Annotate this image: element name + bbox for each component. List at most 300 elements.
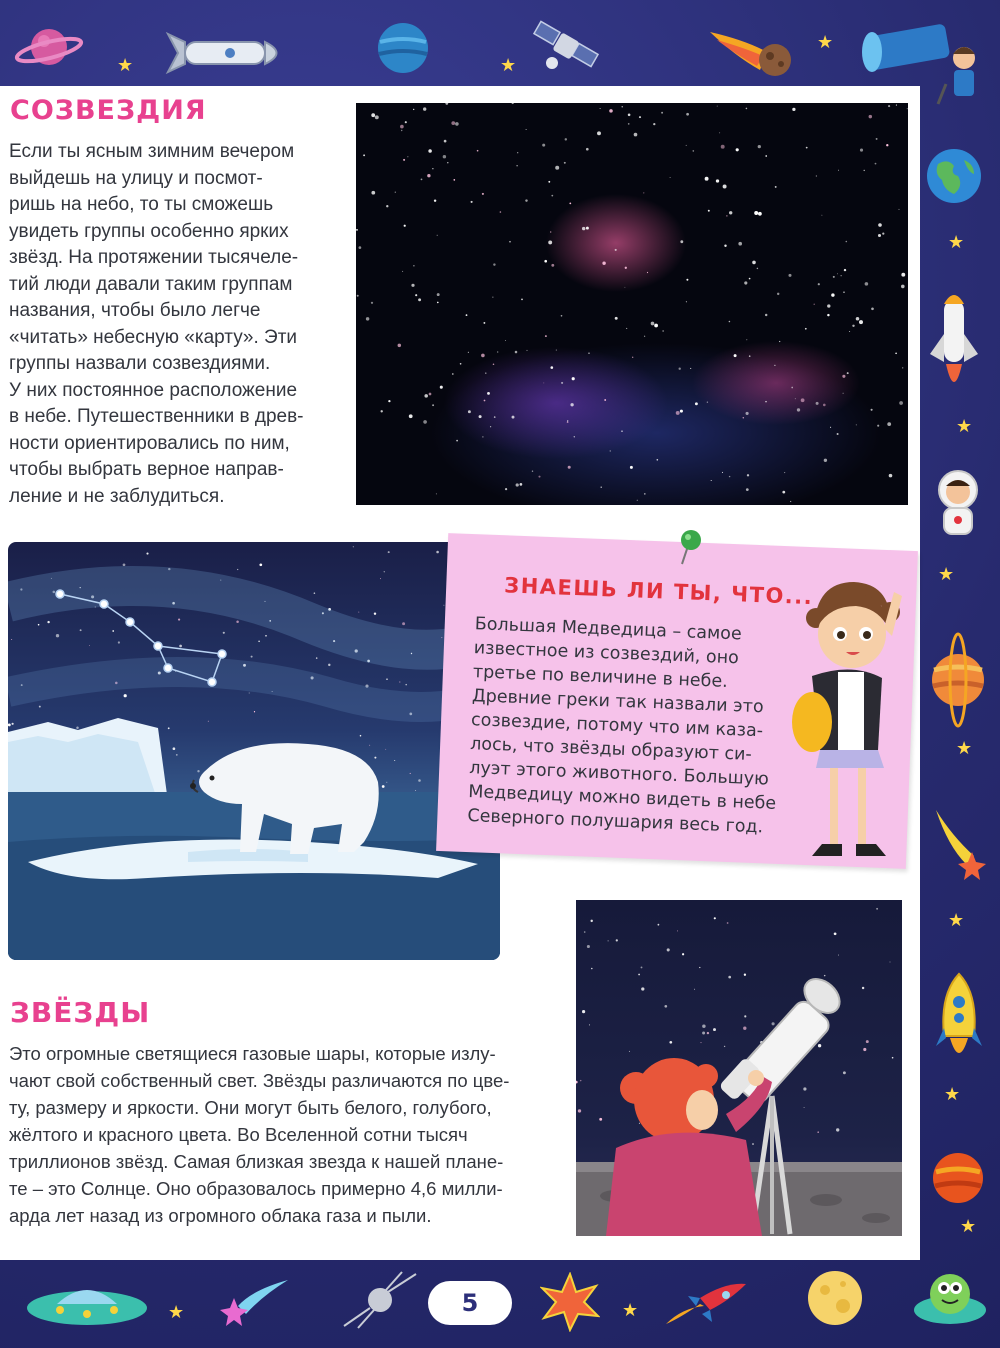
star-dot: [251, 656, 253, 658]
star-dot: [724, 1046, 725, 1047]
star-dot: [758, 145, 761, 148]
star-dot: [669, 1041, 672, 1044]
ringed-planet-icon: [14, 20, 84, 79]
star-dot: [629, 1051, 630, 1052]
star-dot: [386, 678, 388, 680]
star-dot: [56, 634, 59, 637]
star-dot: [628, 114, 631, 117]
stars-text: [9, 1040, 509, 1229]
star-dot: [586, 227, 589, 230]
moon-icon: [805, 1268, 865, 1332]
star-dot: [80, 629, 82, 631]
star-dot: [404, 225, 406, 227]
star-dot: [415, 294, 417, 296]
star-dot: [899, 401, 903, 405]
star-dot: [859, 320, 863, 324]
star-dot: [886, 144, 888, 146]
star-dot: [588, 352, 590, 354]
space-shuttle-icon: [926, 290, 982, 404]
star-dot: [772, 1022, 775, 1025]
star-dot: [249, 693, 250, 694]
star-dot: [512, 103, 514, 104]
star-dot: [734, 354, 737, 357]
star-dot: [369, 745, 370, 746]
star-dot: [862, 987, 864, 989]
star-dot: [590, 920, 592, 922]
star-dot: [664, 1005, 667, 1008]
star-dot: [788, 274, 791, 277]
star-dot: [641, 966, 643, 968]
text-line: названия, чтобы было легче: [9, 300, 261, 321]
text-line: Большая Медведица – самое: [474, 614, 743, 645]
star-dot: [680, 240, 683, 243]
star-dot: [447, 162, 448, 163]
star-dot: [466, 314, 468, 316]
star-dot: [889, 474, 893, 478]
star-dot: [639, 1123, 640, 1124]
star-dot: [505, 340, 506, 341]
star-dot: [482, 436, 483, 437]
star-dot: [12, 723, 14, 725]
star-dot: [644, 336, 645, 337]
star-dot: [76, 727, 79, 730]
text-line: У них постоянное расположение: [9, 379, 298, 401]
star-dot: [569, 203, 571, 205]
star-dot: [371, 302, 373, 304]
star-dot: [89, 645, 90, 646]
star-dot: [757, 268, 759, 270]
star-dot: [791, 387, 793, 389]
star-dot: [856, 317, 860, 321]
explosion-icon: [540, 1272, 600, 1336]
star-dot: [677, 930, 678, 931]
star-dot: [259, 563, 262, 566]
star-dot: [398, 344, 401, 347]
star-dot: [407, 156, 408, 157]
star-dot: [493, 263, 495, 265]
star-dot: [236, 621, 239, 624]
star-dot: [168, 727, 170, 729]
star-dot: [738, 242, 742, 246]
star-dot: [626, 328, 627, 329]
star-dot: [818, 283, 820, 285]
star-dot: [901, 285, 905, 289]
star-dot: [702, 1024, 705, 1027]
star-dot: [517, 152, 518, 153]
constellations-heading: СОЗВЕЗДИЯ: [10, 95, 207, 126]
star-dot: [875, 163, 877, 165]
star-dot: [651, 322, 655, 326]
star-dot: [386, 782, 387, 783]
rocket-icon: [660, 1278, 750, 1332]
star-dot: [865, 282, 869, 286]
star-dot: [702, 1032, 705, 1035]
star-dot: [895, 353, 897, 355]
star-dot: [316, 657, 317, 658]
star-dot: [401, 130, 402, 131]
star-dot: [477, 150, 479, 152]
star-dot: [871, 307, 874, 310]
star-dot: [634, 133, 638, 137]
star-dot: [830, 427, 831, 428]
text-line: «читать» небесную «карту». Эти: [9, 326, 298, 348]
star-dot: [374, 757, 376, 759]
star-dot: [824, 459, 827, 462]
star-dot: [418, 298, 421, 301]
star-dot: [831, 293, 834, 296]
star-dot: [719, 132, 720, 133]
star-dot: [415, 790, 416, 791]
star-dot: [797, 408, 800, 411]
star-dot: [353, 546, 354, 547]
star-dot: [512, 416, 515, 419]
star-dot: [610, 450, 611, 451]
star-dot: [532, 470, 533, 471]
star-dot: [423, 107, 426, 110]
star-dot: [388, 400, 390, 402]
star-dot: [877, 425, 879, 427]
star-dot: [112, 630, 114, 632]
star-dot: [452, 373, 454, 375]
star-dot: [615, 317, 618, 320]
star-dot: [711, 480, 712, 481]
star-dot: [455, 122, 459, 126]
satellite-icon: [532, 18, 602, 82]
sputnik-icon: [340, 1270, 420, 1334]
star-dot: [538, 476, 540, 478]
star-dot: [482, 193, 484, 195]
cartoon-rocket-icon: [934, 972, 984, 1072]
star-dot: [746, 412, 749, 415]
star-dot: [520, 483, 523, 486]
star-dot: [661, 112, 663, 114]
star-dot: [752, 261, 756, 265]
star-dot: [644, 493, 646, 495]
star-dot: [8, 723, 11, 726]
text-line: арда лет назад из огромного облака газа и пыли.: [9, 1205, 432, 1226]
star-dot: [805, 328, 807, 330]
star-dot: [550, 231, 551, 232]
text-line: известное из созвездий, оно: [473, 638, 740, 669]
star-dot: [694, 989, 695, 990]
star-dot: [806, 147, 808, 149]
star-dot: [421, 179, 423, 181]
astronaut-icon: [930, 468, 986, 542]
star-dot: [653, 123, 655, 125]
star-dot: [743, 417, 744, 418]
star-dot: [869, 115, 872, 118]
star-dot: [816, 402, 819, 405]
star-dot: [637, 500, 638, 501]
star-dot: [493, 364, 495, 366]
star-dot: [388, 551, 390, 553]
star-dot: [746, 339, 747, 340]
star-dot: [494, 416, 496, 418]
star-icon: ★: [956, 738, 973, 759]
red-planet-icon: [930, 1150, 986, 1210]
star-dot: [724, 245, 726, 247]
star-icon: ★: [117, 55, 134, 76]
text-line: тий люди давали таким группам: [9, 273, 293, 295]
star-dot: [402, 622, 405, 625]
star-dot: [887, 422, 891, 426]
star-dot: [609, 109, 613, 113]
star-dot: [548, 240, 552, 244]
star-field: [356, 103, 908, 505]
star-dot: [460, 363, 462, 365]
page-number: [428, 1281, 512, 1325]
star-dot: [670, 177, 671, 178]
star-dot: [871, 409, 873, 411]
star-dot: [814, 304, 815, 305]
star-dot: [801, 398, 805, 402]
star-dot: [901, 273, 905, 277]
star-dot: [428, 149, 432, 153]
comet-icon: [212, 1276, 292, 1332]
star-dot: [505, 488, 507, 490]
constellations-text: [9, 139, 304, 510]
star-dot: [427, 174, 430, 177]
star-dot: [837, 433, 839, 435]
star-dot: [746, 488, 749, 491]
star-dot: [744, 974, 746, 976]
star-dot: [847, 372, 849, 374]
star-dot: [638, 974, 640, 976]
star-dot: [527, 350, 528, 351]
star-dot: [586, 148, 589, 151]
star-dot: [400, 125, 404, 129]
star-dot: [432, 404, 434, 406]
star-dot: [902, 367, 903, 368]
star-dot: [47, 621, 49, 623]
star-icon: ★: [948, 232, 965, 253]
star-dot: [444, 140, 447, 143]
star-dot: [896, 105, 897, 106]
star-dot: [413, 109, 414, 110]
star-dot: [849, 331, 850, 332]
star-dot: [774, 365, 775, 366]
star-dot: [516, 483, 519, 486]
star-dot: [775, 186, 777, 188]
star-dot: [254, 711, 255, 712]
star-dot: [453, 179, 455, 181]
star-dot: [436, 493, 437, 494]
star-dot: [497, 351, 498, 352]
star-dot: [784, 472, 785, 473]
star-dot: [686, 301, 687, 302]
text-line: ришь на небо, то ты сможешь: [9, 194, 274, 215]
star-dot: [424, 394, 428, 398]
text-line: чтобы выбрать верное направ-: [9, 459, 284, 480]
star-dot: [434, 199, 436, 201]
star-dot: [429, 393, 432, 396]
star-dot: [515, 351, 518, 354]
star-dot: [676, 411, 680, 415]
earth-icon: [924, 146, 984, 210]
star-dot: [375, 115, 379, 119]
star-dot: [856, 424, 857, 425]
star-dot: [717, 106, 718, 107]
star-dot: [616, 939, 618, 941]
polar-bear-illustration: [8, 542, 500, 960]
star-dot: [123, 563, 126, 566]
star-dot: [567, 421, 569, 423]
star-dot: [551, 195, 553, 197]
star-dot: [484, 400, 486, 402]
star-dot: [899, 209, 900, 210]
star-dot: [178, 619, 180, 621]
star-dot: [555, 166, 559, 170]
star-dot: [443, 605, 444, 606]
star-dot: [380, 578, 381, 579]
star-dot: [500, 211, 502, 213]
star-dot: [358, 612, 359, 613]
star-dot: [821, 215, 822, 216]
star-icon: ★: [948, 910, 965, 931]
star-dot: [749, 355, 751, 357]
comet-icon: [928, 806, 988, 890]
star-dot: [521, 299, 523, 301]
star-dot: [843, 393, 844, 394]
star-dot: [483, 322, 485, 324]
night-sky-photo: [356, 103, 908, 505]
star-dot: [314, 592, 316, 594]
star-dot: [456, 440, 458, 442]
star-dot: [576, 1081, 578, 1084]
star-dot: [667, 948, 670, 951]
star-dot: [360, 735, 362, 737]
text-line: в небе. Путешественники в древ-: [9, 406, 304, 427]
star-dot: [11, 639, 12, 640]
star-dot: [542, 144, 545, 147]
star-dot: [744, 281, 747, 284]
star-dot: [714, 917, 716, 919]
star-dot: [395, 192, 396, 193]
star-icon: ★: [944, 1084, 961, 1105]
star-dot: [744, 1015, 746, 1017]
star-dot: [657, 459, 659, 461]
alien-saucer-icon: [910, 1264, 990, 1340]
star-dot: [701, 1042, 702, 1043]
star-dot: [746, 108, 748, 110]
star-dot: [509, 241, 511, 243]
star-dot: [842, 375, 845, 378]
ufo-icon: [24, 1274, 150, 1336]
star-dot: [803, 1087, 806, 1090]
star-dot: [765, 401, 767, 403]
star-dot: [582, 1010, 585, 1013]
star-dot: [707, 1032, 709, 1034]
star-dot: [601, 487, 602, 488]
neptune-planet-icon: [375, 20, 431, 80]
star-dot: [827, 314, 829, 316]
star-dot: [747, 474, 749, 476]
star-icon: ★: [622, 1300, 639, 1321]
star-dot: [843, 291, 845, 293]
star-dot: [561, 382, 563, 384]
star-icon: ★: [960, 1216, 977, 1237]
star-dot: [679, 368, 681, 370]
star-dot: [258, 641, 260, 643]
star-dot: [556, 350, 557, 351]
fact-note-text: [467, 612, 783, 840]
star-dot: [490, 426, 491, 427]
star-dot: [197, 770, 199, 772]
star-dot: [892, 1057, 894, 1059]
text-line: те – это Солнце. Оно образовалось примерно 4,6 милли-: [9, 1178, 503, 1199]
star-dot: [743, 1027, 746, 1030]
star-dot: [418, 779, 421, 782]
star-dot: [841, 275, 842, 276]
star-dot: [804, 1107, 805, 1108]
star-dot: [437, 302, 439, 304]
star-dot: [437, 235, 438, 236]
star-dot: [860, 149, 863, 152]
meteor-icon: [705, 22, 795, 84]
star-dot: [836, 1128, 839, 1131]
star-dot: [758, 212, 762, 216]
star-dot: [600, 108, 601, 109]
star-dot: [543, 382, 544, 383]
star-dot: [632, 357, 633, 358]
star-dot: [686, 145, 687, 146]
star-dot: [686, 279, 688, 281]
text-line: звёзд. На протяжении тысячеле-: [9, 247, 299, 268]
star-dot: [834, 932, 837, 935]
star-dot: [838, 955, 839, 956]
page-number-label: 5: [461, 1289, 479, 1317]
star-dot: [852, 325, 854, 327]
star-dot: [411, 284, 414, 287]
star-dot: [716, 179, 719, 182]
star-dot: [399, 681, 400, 682]
star-dot: [487, 392, 490, 395]
star-dot: [589, 1024, 590, 1025]
star-dot: [587, 945, 590, 948]
star-dot: [833, 276, 835, 278]
star-dot: [443, 155, 446, 158]
star-dot: [639, 116, 641, 118]
star-dot: [405, 121, 407, 123]
star-dot: [413, 265, 415, 267]
text-line: ту, размеру и яркости. Они могут быть белого, голубого,: [9, 1097, 492, 1118]
star-icon: ★: [168, 1302, 185, 1323]
star-dot: [713, 1028, 716, 1031]
star-dot: [516, 165, 517, 166]
star-dot: [890, 962, 891, 963]
star-dot: [548, 181, 550, 183]
star-dot: [628, 123, 630, 125]
star-dot: [690, 368, 691, 369]
star-dot: [237, 569, 238, 570]
star-icon: ★: [956, 416, 973, 437]
star-dot: [405, 684, 407, 686]
star-dot: [565, 138, 567, 140]
star-dot: [359, 246, 362, 249]
star-dot: [723, 185, 727, 189]
star-dot: [561, 315, 563, 317]
star-dot: [544, 260, 547, 263]
star-dot: [551, 264, 554, 267]
star-dot: [749, 278, 751, 280]
star-dot: [176, 754, 178, 756]
star-dot: [578, 1109, 581, 1112]
star-dot: [437, 293, 440, 296]
star-dot: [843, 1071, 846, 1074]
star-dot: [423, 420, 427, 424]
star-dot: [777, 293, 779, 295]
star-dot: [722, 472, 723, 473]
